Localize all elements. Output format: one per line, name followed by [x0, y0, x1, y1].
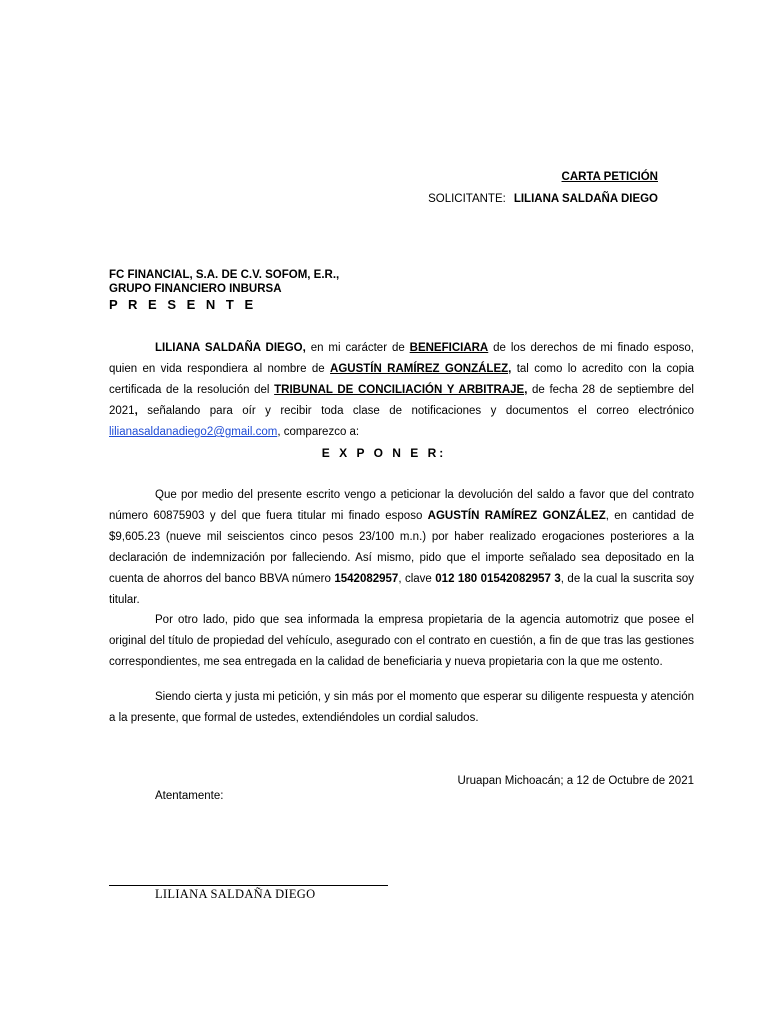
presente-heading: P R E S E N T E — [109, 297, 257, 312]
solicitante-label: SOLICITANTE: — [428, 193, 506, 205]
closing-text: Siendo cierta y justa mi petición, y sin más por el momento que esperar su diligente respuesta y atención a la presente, que formal de ustedes, extendiéndoles un cordial saludos. — [109, 691, 694, 724]
intro-text-3: tal como lo acredito con la copia certificada de la resolución del — [109, 363, 694, 396]
letter-title: CARTA PETICIÓN — [561, 171, 658, 183]
intro-text-5: señalando para oír y recibir toda clase de notificaciones y documentos el correo electrónico — [137, 405, 694, 417]
intro-husband: AGUSTÍN RAMÍREZ GONZÁLEZ, — [330, 363, 512, 375]
place-date: Uruapan Michoacán; a 12 de Octubre de 2021 — [457, 775, 694, 787]
intro-role: BENEFICIARA — [409, 342, 489, 354]
intro-comma: , — [134, 405, 138, 417]
addressee-line-1: FC FINANCIAL, S.A. DE C.V. SOFOM, E.R., — [109, 269, 340, 281]
request-text-1: Que por medio del presente escrito vengo a peticionar la devolución del saldo a favor que del contrato número 60875903 y del que fuera titular mi finado esposo — [109, 489, 694, 522]
request-husband: AGUSTÍN RAMÍREZ GONZÁLEZ — [427, 510, 606, 522]
paragraph-intro — [109, 338, 694, 443]
signature-name: LILIANA SALDAÑA DIEGO — [155, 887, 316, 901]
solicitante-name: LILIANA SALDAÑA DIEGO — [513, 193, 658, 205]
paragraph-request — [109, 485, 694, 611]
addressee-line-2: GRUPO FINANCIERO INBURSA — [109, 283, 282, 295]
paragraph-vehicle — [109, 610, 694, 673]
intro-text-4: de fecha 28 de septiembre del 2021 — [109, 384, 694, 417]
intro-tribunal: TRIBUNAL DE CONCILIACIÓN Y ARBITRAJE, — [274, 384, 528, 396]
request-account: 1542082957 — [334, 573, 399, 585]
exponer-heading: E X P O N E R: — [321, 446, 447, 460]
signature-line — [109, 885, 388, 886]
intro-text-2: de los derechos de mi finado esposo, quien en vida respondiera al nombre de — [109, 342, 695, 375]
addressee-block — [109, 268, 339, 296]
solicitante-line — [428, 193, 658, 205]
email-link[interactable]: lilianasaldanadiego2@gmail.com — [109, 426, 278, 438]
intro-name: LILIANA SALDAÑA DIEGO, — [155, 342, 306, 354]
intro-text-1: en mi carácter de — [305, 342, 410, 354]
request-text-4: , de la cual la suscrita soy titular. — [109, 573, 695, 606]
request-text-3: , clave — [398, 573, 436, 585]
request-text-2: , en cantidad de $9,605.23 (nueve mil seiscientos cinco pesos 23/100 m.n.) por haber realizado erogaciones posteriores a la declaración de indemnización por falleciendo. Así mismo, pido que el importe señalado sea depositado en la cuenta de ahorros del banco BBVA número — [109, 510, 694, 585]
request-clabe: 012 180 01542082957 3 — [435, 573, 561, 585]
closing-salutation: Atentamente: — [155, 790, 224, 802]
vehicle-text: Por otro lado, pido que sea informada la empresa propietaria de la agencia automotriz que posee el original del título de propiedad del vehículo, asegurado con el contrato en cuestión, a fin de que tras las gestiones correspondientes, me sea entregada en la calidad de beneficiaria y nueva propietaria con la que me ostento. — [109, 614, 694, 668]
intro-text-6: , comparezco a: — [277, 426, 360, 438]
paragraph-closing — [109, 687, 694, 729]
